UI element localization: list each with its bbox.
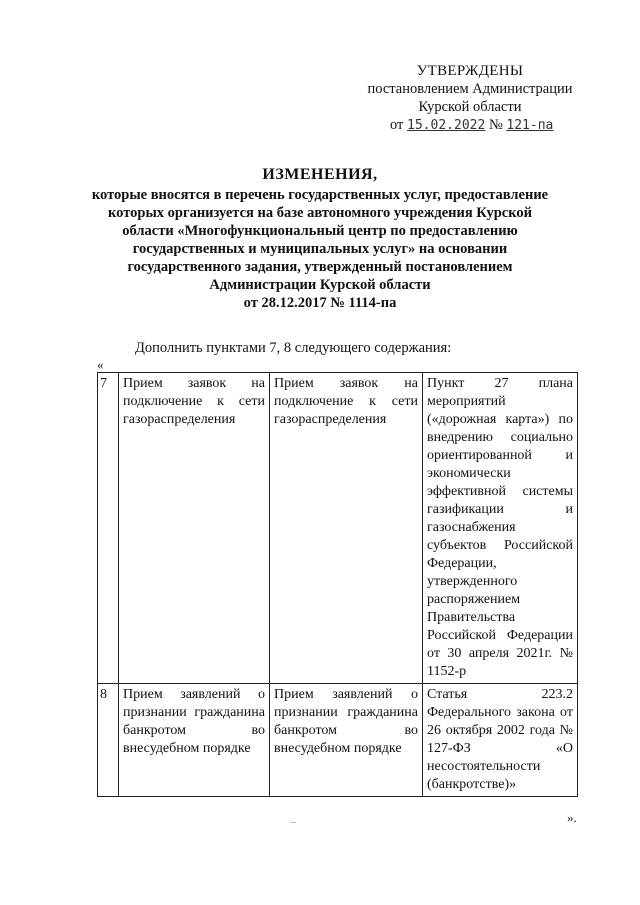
approval-line-2: Курской области bbox=[418, 99, 522, 115]
quote-close: ». bbox=[567, 810, 577, 825]
approval-stamp bbox=[340, 62, 600, 135]
approval-number: 121-па bbox=[506, 118, 554, 133]
approval-date: 15.02.2022 bbox=[407, 118, 486, 133]
scan-artifact bbox=[290, 822, 296, 823]
approval-line-1: постановлением Администрации bbox=[367, 81, 573, 97]
document-title bbox=[80, 166, 560, 312]
approval-heading: УТВЕРЖДЕНЫ bbox=[416, 63, 524, 79]
table-row bbox=[98, 684, 578, 797]
table-row bbox=[98, 373, 578, 684]
services-table bbox=[97, 372, 578, 797]
row-number: 7 bbox=[98, 373, 119, 684]
title-line: Администрации Курской области bbox=[209, 277, 431, 293]
title-line: области «Многофункциональный центр по предоставлению bbox=[122, 223, 518, 239]
service-name-cell: Прием заявлений о признании гражданина банкротом во внесудебном порядке bbox=[119, 684, 270, 797]
legal-basis-cell: Пункт 27 плана мероприятий («дорожная карта») по внедрению социально ориентированной и экономически эффективной системы газификации и газоснабжения субъектов Российской Федерации, утвержденного распоряжением Правительства Российской Федерации от 30 апреля 2021г. № 1152-р bbox=[423, 373, 578, 684]
row-number: 8 bbox=[98, 684, 119, 797]
title-line: которые вносятся в перечень государственных услуг, предоставление bbox=[91, 187, 549, 203]
title-line: от 28.12.2017 № 1114-па bbox=[243, 295, 397, 311]
service-name-cell: Прием заявлений о признании гражданина банкротом во внесудебном порядке bbox=[270, 684, 423, 797]
title-line: государственного задания, утвержденный постановлением bbox=[127, 259, 513, 275]
quote-open: « bbox=[97, 357, 104, 372]
approval-date-line bbox=[340, 116, 600, 135]
title-main: ИЗМЕНЕНИЯ, bbox=[262, 166, 378, 183]
title-line: государственных и муниципальных услуг» на основании bbox=[132, 241, 508, 257]
title-line: которых организуется на базе автономного учреждения Курской bbox=[108, 205, 532, 221]
service-name-cell: Прием заявок на подключение к сети газораспределения bbox=[270, 373, 423, 684]
approval-prefix: от bbox=[390, 117, 404, 133]
service-name-cell: Прием заявок на подключение к сети газораспределения bbox=[119, 373, 270, 684]
approval-number-sign: № bbox=[488, 117, 503, 133]
legal-basis-cell: Статья 223.2 Федерального закона от 26 октября 2002 года № 127-ФЗ «О несостоятельности (банкротстве)» bbox=[423, 684, 578, 797]
intro-text: Дополнить пунктами 7, 8 следующего содержания: bbox=[135, 340, 452, 356]
